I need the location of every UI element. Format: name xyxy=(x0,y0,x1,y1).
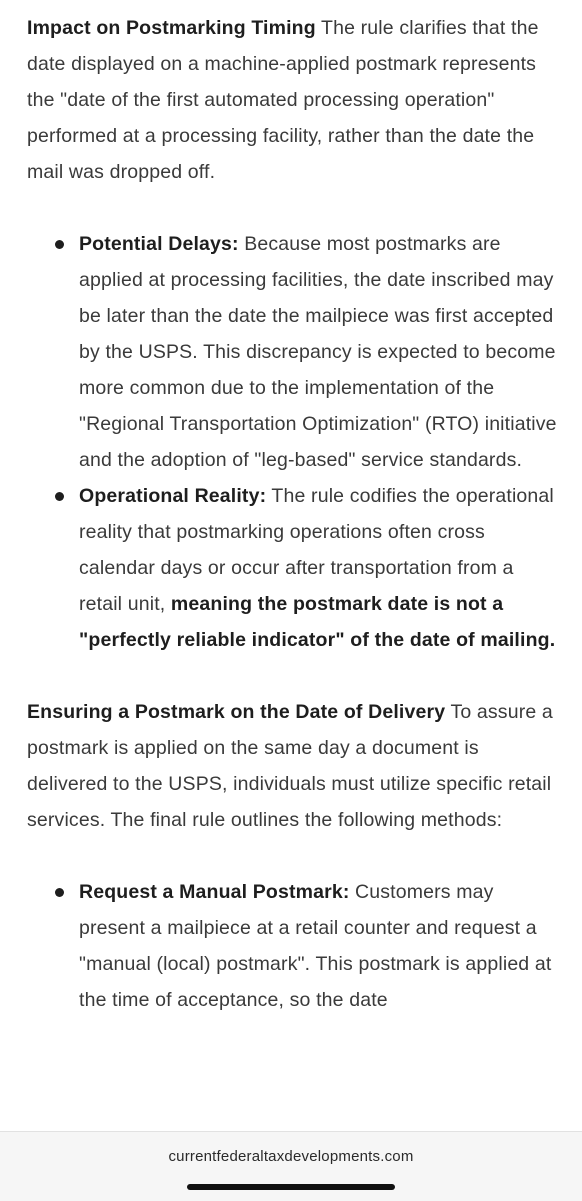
paragraph-gap xyxy=(27,658,557,694)
bullet-item-potential-delays xyxy=(27,226,557,478)
section-heading: Impact on Postmarking Timing xyxy=(27,17,316,39)
bullet-text: Because most postmarks are applied at processing facilities, the date inscribed may be later than the date the mailpiece was first accepted by the USPS. This discrepancy is expected to become more common due to the implementation of the "Regional Transportation Optimization" (RTO) initiative and the adoption of "leg-based" service standards. xyxy=(79,233,557,471)
browser-address-bar[interactable] xyxy=(0,1131,582,1201)
site-url[interactable]: currentfederaltaxdevelopments.com xyxy=(168,1148,414,1165)
bullet-text: Customers may present a mailpiece at a retail counter and request a "manual (local) postmark". This postmark is applied at the time of acceptance, so the date xyxy=(79,881,552,1011)
paragraph-gap xyxy=(27,190,557,226)
bullet-item-request-manual-postmark xyxy=(27,874,557,1018)
bullet-dot-icon xyxy=(55,492,64,501)
section-body: The rule clarifies that the date displayed on a machine-applied postmark represents the "date of the first automated processing operation" performed at a processing facility, rather than the date the mail was dropped off. xyxy=(27,17,539,183)
bullet-label: Potential Delays: xyxy=(79,233,239,255)
bullet-list-methods xyxy=(27,874,557,1018)
bullet-text: The rule codifies the operational reality that postmarking operations often cross calendar days or occur after transportation from a retail unit, xyxy=(79,485,554,615)
bullet-dot-icon xyxy=(55,888,64,897)
article-content xyxy=(27,10,557,1018)
bullet-item-operational-reality xyxy=(27,478,557,658)
bullet-label: Request a Manual Postmark: xyxy=(79,881,350,903)
bullet-list-impacts xyxy=(27,226,557,658)
home-indicator[interactable] xyxy=(187,1184,395,1190)
section-impact-on-postmarking-timing xyxy=(27,10,557,190)
bullet-dot-icon xyxy=(55,240,64,249)
bullet-label: Operational Reality: xyxy=(79,485,267,507)
section-body: To assure a postmark is applied on the same day a document is delivered to the USPS, individuals must utilize specific retail services. The final rule outlines the following methods: xyxy=(27,701,553,831)
section-heading: Ensuring a Postmark on the Date of Delivery xyxy=(27,701,446,723)
section-ensuring-postmark xyxy=(27,694,557,838)
bullet-emphasis: meaning the postmark date is not a "perfectly reliable indicator" of the date of mailing. xyxy=(79,593,556,651)
paragraph-gap xyxy=(27,838,557,874)
